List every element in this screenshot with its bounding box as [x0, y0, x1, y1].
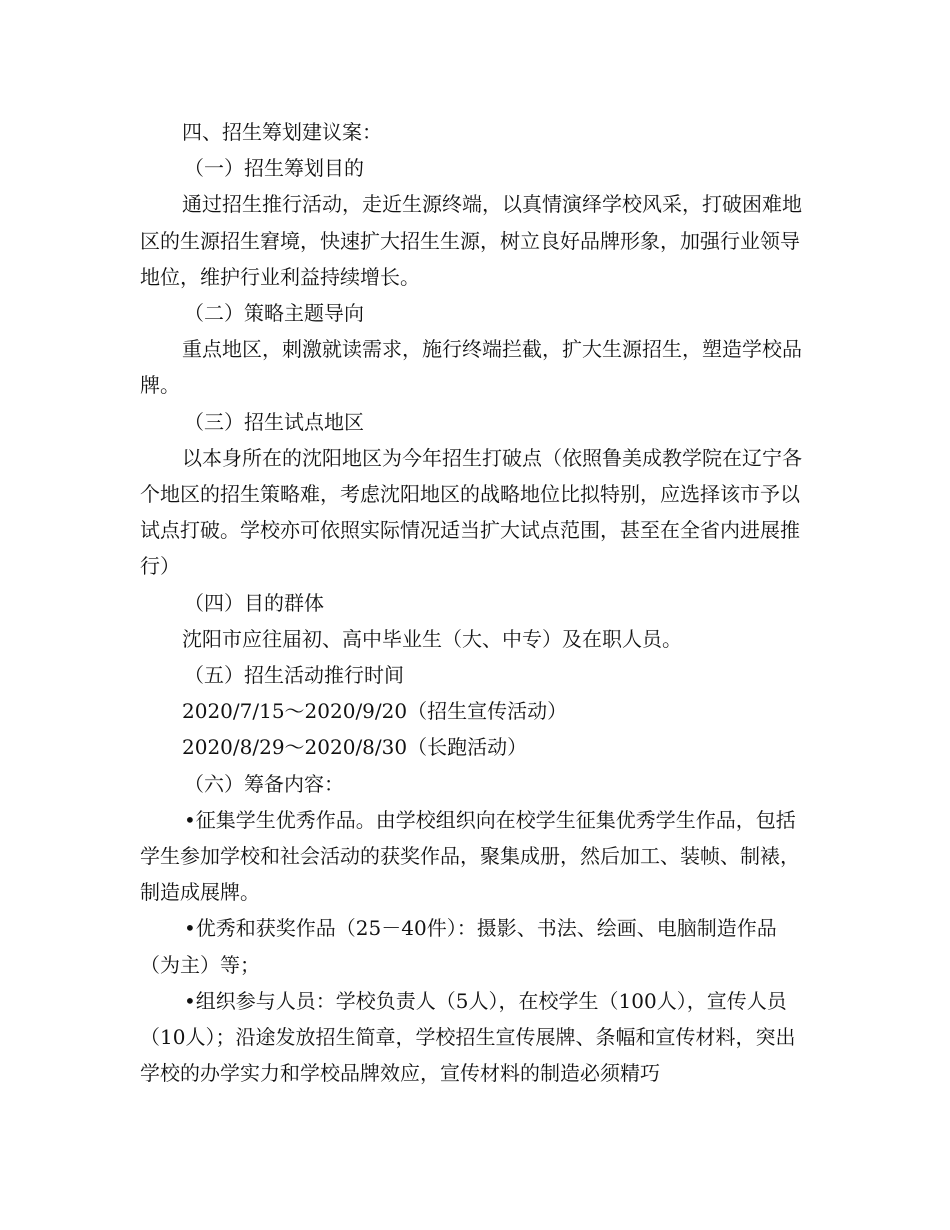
- bullet-participants: •组织参与人员：学校负责人（5人），在校学生（100人），宣传人员（10人）；沿途发放招生简章，学校招生宣传展牌、条幅和宣传材料，突出学校的办学实力和学校品牌效应，宣传材料的制造必须精巧: [140, 988, 796, 1086]
- bullet-collect-works: •征集学生优秀作品。由学校组织向在校学生征集优秀学生作品，包括学生参加学校和社会活动的获奖作品，聚集成册，然后加工、装帧、制裱，制造成展牌。: [140, 807, 800, 905]
- document-body: [140, 114, 812, 1091]
- subheading-strategy: （二）策略主题导向: [184, 301, 364, 326]
- subheading-target-group: （四）目的群体: [184, 590, 324, 615]
- schedule-line-run: 2020/8/29～2020/8/30（长跑活动）: [182, 735, 528, 760]
- subheading-pilot-area: （三）招生试点地区: [184, 409, 364, 434]
- subheading-purpose: （一）招生筹划目的: [184, 156, 364, 181]
- paragraph-pilot-area: 以本身所在的沈阳地区为今年招生打破点（依照鲁美成教学院在辽宁各个地区的招生策略难，考虑沈阳地区的战略地位比拟特别，应选择该市予以试点打破。学校亦可依照实际情况适当扩大试点范围，甚至在全省内进展推行）: [140, 445, 802, 579]
- subheading-preparation: （六）筹备内容：: [184, 771, 344, 796]
- section-heading-plan: 四、招生筹划建议案：: [182, 120, 382, 144]
- paragraph-strategy: 重点地区，刺激就读需求，施行终端拦截，扩大生源招生，塑造学校品牌。: [140, 337, 802, 398]
- schedule-line-publicity: 2020/7/15～2020/9/20（招生宣传活动）: [182, 699, 568, 724]
- subheading-schedule: （五）招生活动推行时间: [184, 663, 404, 688]
- paragraph-purpose: 通过招生推行活动，走近生源终端，以真情演绎学校风采，打破困难地区的生源招生窘境，快速扩大招生生源，树立良好品牌形象，加强行业领导地位，维护行业利益持续增长。: [140, 192, 802, 289]
- bullet-award-works: •优秀和获奖作品（25－40件）：摄影、书法、绘画、电脑制造作品（为主）等；: [140, 916, 777, 977]
- paragraph-target-group: 沈阳市应往届初、高中毕业生（大、中专）及在职人员。: [182, 626, 682, 651]
